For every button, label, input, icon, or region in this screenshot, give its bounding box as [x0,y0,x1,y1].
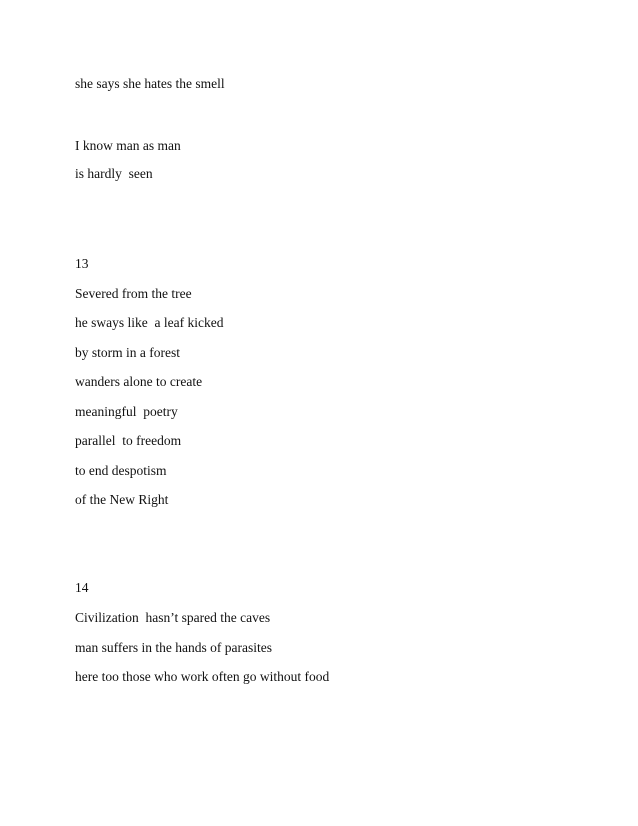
poem-line: parallel to freedom [75,433,182,448]
poem-line: man suffers in the hands of parasites [75,640,272,655]
poem-line: Severed from the tree [75,286,192,301]
poem-line: meaningful poetry [75,404,178,419]
section-number: 13 [75,256,89,271]
poem-line: she says she hates the smell [75,76,225,91]
poem-line: of the New Right [75,492,169,507]
section-number: 14 [75,580,89,595]
poem-line: Civilization hasn’t spared the caves [75,610,271,625]
poem-line: he sways like a leaf kicked [75,315,224,330]
poem-line: by storm in a forest [75,345,180,360]
poem-line: here too those who work often go without food [75,669,330,684]
poem-line: I know man as man [75,138,181,153]
poem-line: is hardly seen [75,166,153,181]
poem-line: wanders alone to create [75,374,203,389]
poem-line: to end despotism [75,463,167,478]
